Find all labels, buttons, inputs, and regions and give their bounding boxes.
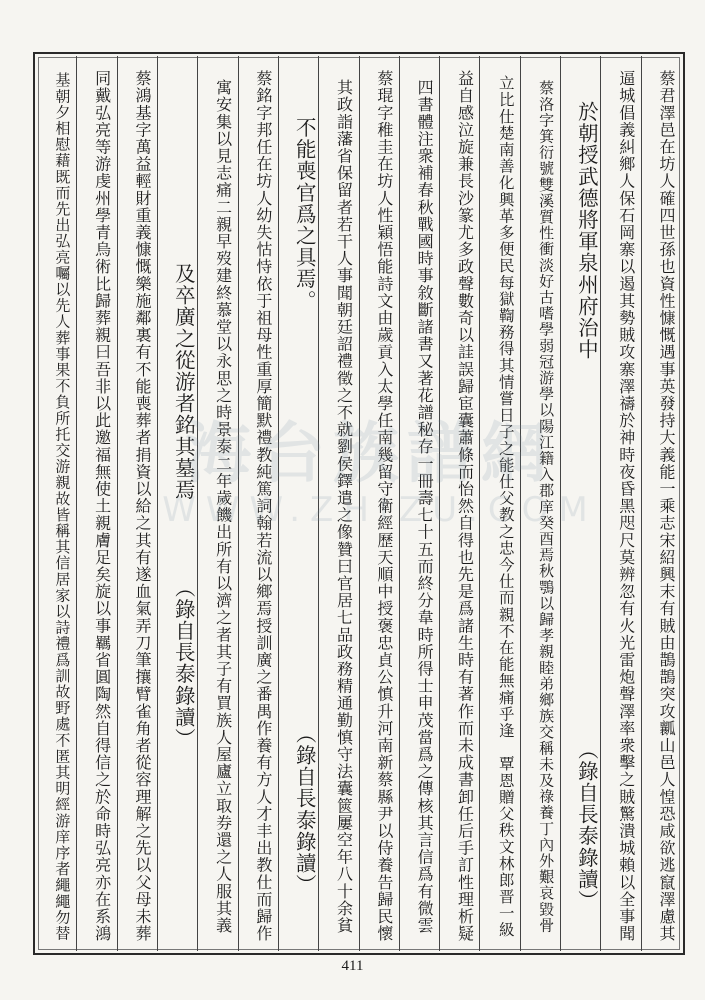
text-column <box>600 56 640 951</box>
text-column <box>439 56 479 951</box>
text-column <box>520 56 560 951</box>
text-column <box>117 56 157 951</box>
text-column <box>197 56 237 951</box>
text-columns <box>37 56 681 951</box>
column-text: 基朝夕相慰藉既而先出弘亮囑以先人葬事果不負所托交游親故皆稱其信居家以詩禮爲訓故野處不匿其明經游庠序者繩繩勿替 <box>53 71 72 942</box>
column-text: 逼城倡義糾鄉人保石岡寨以遏其勢賊攻寨澤禱於神時夜昏黑咫尺莫辨忽有火光雷炮聲澤率衆擊之賊驚潰城賴以全事聞 <box>616 70 636 943</box>
column-text: 寓安集以見志痛二親早歿建終慕堂以永思之時景泰二年歲饑出所有以濟之者其子有買族人屋廬立取券還之人服其義 <box>213 79 233 934</box>
column-text: 蔡琨字稚圭在坊人性穎悟能詩文由歲貢入太學任南幾留守衛經歷天順中授褒忠貞公慎升河南新蔡縣尹以侍養告歸民懷 <box>374 70 394 943</box>
text-column <box>157 56 197 951</box>
text-column <box>560 56 600 951</box>
column-text: 蔡洛字箕衍號雙溪質性衝淡好古嗜學弱冠游學以陽江籍入郡庠癸酉焉秋鶚以歸孝親睦弟鄉族交稱未及祿養丁內外艱哀毀骨 <box>537 79 556 934</box>
column-text: 立比仕楚南善化興革多便民每獄鞫務得其情嘗日子之能仕父教之忠今仕而親不在能無痛乎逢 覃恩贈父秩文林郎晋一級 <box>496 74 515 939</box>
watermark-text: 海台族譜網 <box>185 415 555 492</box>
column-text: 同戴弘亮等游虔州學青烏術比歸葬親曰吾非以此邀福無使土親膚足矣旋以事羈省圓陶然自得信之於命時弘亮亦在系鴻 <box>92 70 112 943</box>
watermark-url: WWW.ZHIZU.COM <box>162 490 598 530</box>
column-text: 蔡鴻基字萬益輕財重義慷慨樂施鄰裏有不能喪葬者捐資以給之其有遂血氣弄刀筆攘臂雀角者從容理解之先以父母未葬 <box>132 70 152 943</box>
text-column <box>37 56 76 951</box>
column-text: 於朝授武德將軍泉州府治中 （錄自長泰錄讀） <box>574 101 599 912</box>
column-text: 其政詣藩省保留者若干人事聞朝廷詔禮徵之不就劉侯鐸遣之像贊曰官居七品政務精通勤慎守法囊篋屢空年八十余貧 <box>334 79 354 934</box>
text-column <box>641 56 681 951</box>
text-column <box>278 56 318 951</box>
text-column <box>76 56 116 951</box>
column-text: 不能喪官爲之具焉。 （錄自長泰錄讀） <box>292 117 317 896</box>
text-column <box>359 56 399 951</box>
text-column <box>399 56 439 951</box>
text-column <box>479 56 519 951</box>
text-column <box>318 56 358 951</box>
column-text: 蔡銘字邦任在坊人幼失怙恃依于祖母性重厚簡默禮教純篤詞翰若流以鄉焉授訓廣之番禺作養有方人才丰出教仕而歸作 <box>253 70 273 943</box>
page-number: 411 <box>341 958 364 974</box>
column-text: 益自感泣旋兼長沙篆尤多政聲數奇以詿誤歸宦囊蕭條而怡然自得也先是爲諸生時有著作而未成書卸任后手訂性理析疑 <box>455 70 475 943</box>
column-text: 及卒廣之從游者銘其墓焉 （錄自長泰錄讀） <box>171 263 196 750</box>
column-text: 蔡君澤邑在坊人確四世孫也資性慷慨遇事英發持大義能一乘志宋紹興末有賊由鵲鵲突攻瓤山邑人惶恐咸欲逃竄澤慮其 <box>657 70 676 943</box>
column-text: 四書體注衆補春秋戰國時事敘斷諸書又著花譜秘存一冊壽七十五而終分韋時所得士申茂當爲之傳核其言信爲有微雲 <box>415 79 435 934</box>
text-column <box>238 56 278 951</box>
